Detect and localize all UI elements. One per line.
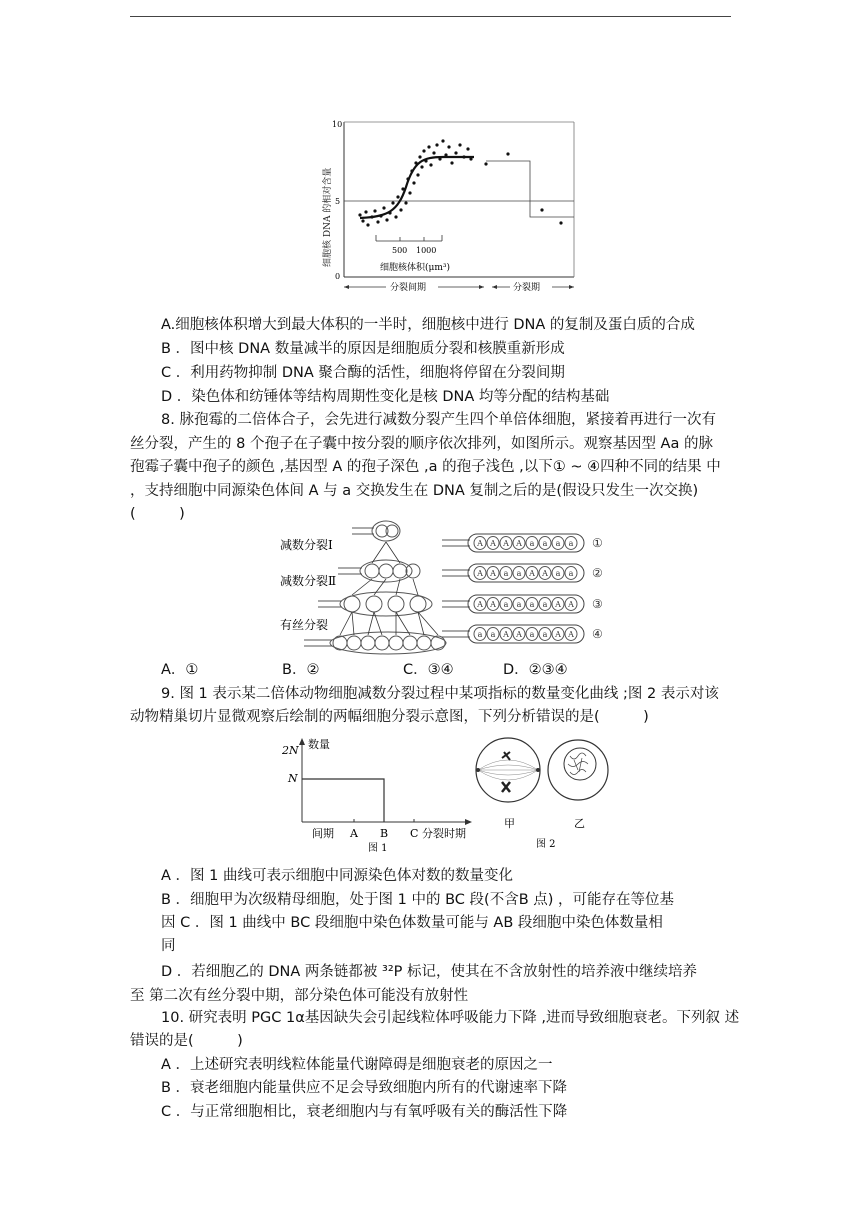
ascus-number: ② [592,566,603,580]
q10-line-2: 错误的是( ) [130,1033,243,1049]
q8-option-a: A．① [161,662,199,678]
q10-option-c: C ．与正常细胞相比，衰老细胞内与有氧呼吸有关的酶活性下降 [161,1104,568,1120]
q10-line-1: 10. 研究表明 PGC 1α基因缺失会引起线粒体呼吸能力下降 ,进而导致细胞衰老。下列叙 述 [161,1010,740,1026]
fig1-ylabel: 细胞核 DNA 的相对含量 [323,167,333,267]
spore-allele: a [529,630,535,639]
q7-option-c: C ．利用药物抑制 DNA 聚合酶的活性，细胞将停留在分裂间期 [161,365,565,381]
spore-allele: A [568,630,574,639]
q9-option-c-cont: 同 [161,938,176,954]
fig1-xtick-500: 500 [392,246,408,255]
fig2-x-c: C [410,827,419,840]
spore-allele: a [490,630,496,639]
q8-option-b: B．② [282,662,320,678]
spore-allele: a [477,630,483,639]
fig1-data-points [358,139,562,226]
spore-allele: a [529,600,535,609]
q9-option-d-cont: 至 第二次有丝分裂中期，部分染色体可能没有放射性 [130,988,469,1004]
fig1-mitosis-label: 分裂期 [513,283,541,293]
q9-line-1: 9. 图 1 表示某二倍体动物细胞减数分裂过程中某项指标的数量变化曲线 ;图 2 表示对该 [161,686,719,702]
fig2-x-b: B [380,827,389,840]
q8-line-4: ，支持细胞中同源染色体间 A 与 a 交换发生在 DNA 复制之后的是(假设只发生一次交换) [130,483,699,499]
q7-option-b: B ．图中核 DNA 数量减半的原因是细胞质分裂和核膜重新形成 [161,341,565,357]
spore-allele: A [503,539,509,548]
fig1-ytick-10: 10 [332,120,343,129]
header-rule [130,16,731,17]
spore-allele: a [503,600,509,609]
spore-allele: A [490,569,496,578]
ascus-number: ① [592,536,603,550]
q9-option-b: B ．细胞甲为次级精母细胞，处于图 1 中的 BC 段(不含B 点) ，可能存在等位基 [161,892,675,908]
q7-option-d: D ．染色体和纺锤体等结构周期性变化是核 DNA 均等分配的结构基础 [161,389,610,405]
fig2-x-period: 分裂时期 [422,827,466,840]
spore-allele: A [477,600,483,609]
spore-allele: a [503,569,509,578]
q10-option-b: B ．衰老细胞内能量供应不足会导致细胞内所有的代谢速率下降 [161,1080,568,1096]
ascus-results [442,534,603,643]
q8-line-5: ( ) [130,506,185,522]
fig1-xlabel: 细胞核体积(μm³) [380,263,451,273]
ascus-4 [442,625,603,643]
fig2-x-a: A [350,827,358,840]
q9-line-2: 动物精巢切片显微观察后绘制的两幅细胞分裂示意图，下列分析错误的是( ) [130,709,649,725]
q9-option-d: D ．若细胞乙的 DNA 两条链都被 ³²P 标记，使其在不含放射性的培养液中继续培养 [161,964,698,980]
spore-allele: A [516,539,522,548]
q8-line-3: 孢霉子囊中孢子的颜色 ,基因型 A 的孢子深色 ,a 的孢子浅色 ,以下① ~ ④四种不同的结果 中 [130,459,721,475]
spore-allele: a [555,539,561,548]
q10-option-a: A ．上述研究表明线粒体能量代谢障碍是细胞衰老的原因之一 [161,1057,553,1073]
spore-allele: A [503,630,509,639]
stage-mitosis: 有丝分裂 [280,618,329,632]
fig1-ytick-0: 0 [335,272,341,281]
spore-allele: a [568,539,574,548]
ascus-number: ④ [592,627,603,641]
fig2-x-interphase: 间期 [312,827,334,840]
spore-allele: A [555,630,561,639]
spore-allele: a [568,569,574,578]
ascus-2 [442,564,603,582]
spore-allele: a [516,600,522,609]
spore-allele: a [516,569,522,578]
stage-meiosis-1: 减数分裂Ⅰ [280,538,333,552]
spore-allele: A [477,569,483,578]
ascus-figure [278,516,618,658]
fig2-ylabel: 数量 [308,738,330,751]
spore-allele: A [490,539,496,548]
fig1-xtick-1000: 1000 [416,246,437,255]
stage-meiosis-2: 减数分裂Ⅱ [280,574,337,588]
fig2-cell-jia: 甲 [504,817,515,830]
spore-allele: A [516,630,522,639]
spore-allele: A [555,600,561,609]
spore-allele: A [568,600,574,609]
cell-jia [476,738,540,802]
fig2-cell-yi: 乙 [574,817,585,830]
ascus-number: ③ [592,597,603,611]
q9-option-a: A ．图 1 曲线可表示细胞中同源染色体对数的数量变化 [161,868,513,884]
spore-allele: A [490,600,496,609]
fig2-cap-2: 图 2 [536,839,556,850]
ascus-1 [442,534,603,552]
ascus-3 [442,595,603,613]
meiosis-figure [280,734,610,852]
q9-option-c: 因 C ．图 1 曲线中 BC 段细胞中染色体数量可能与 AB 段细胞中染色体数量相 [161,915,663,931]
fig2-y-2n: 2N [282,744,299,757]
spore-allele: a [542,630,548,639]
spore-allele: a [542,539,548,548]
fig1-interphase-label: 分裂间期 [390,283,427,293]
q8-option-d: D．②③④ [503,662,568,678]
spore-allele: a [542,600,548,609]
cell-yi [548,740,608,800]
spore-allele: A [529,569,535,578]
spore-allele: a [555,569,561,578]
dna-volume-figure [318,117,580,297]
spore-allele: a [529,539,535,548]
fig2-cap-1: 图 1 [368,843,388,852]
q8-line-1: 8. 脉孢霉的二倍体合子，会先进行减数分裂产生四个单倍体细胞，紧接着再进行一次有 [161,412,716,428]
q8-line-2: 丝分裂，产生的 8 个孢子在子囊中按分裂的顺序依次排列，如图所示。观察基因型 Aa 的脉 [130,436,713,452]
q8-option-c: C．③④ [403,662,454,678]
spore-allele: A [477,539,483,548]
fig2-y-n: N [288,772,298,785]
spore-allele: A [542,569,548,578]
fig1-ytick-5: 5 [335,197,341,206]
q7-option-a: A.细胞核体积增大到最大体积的一半时，细胞核中进行 DNA 的复制及蛋白质的合成 [161,317,695,333]
